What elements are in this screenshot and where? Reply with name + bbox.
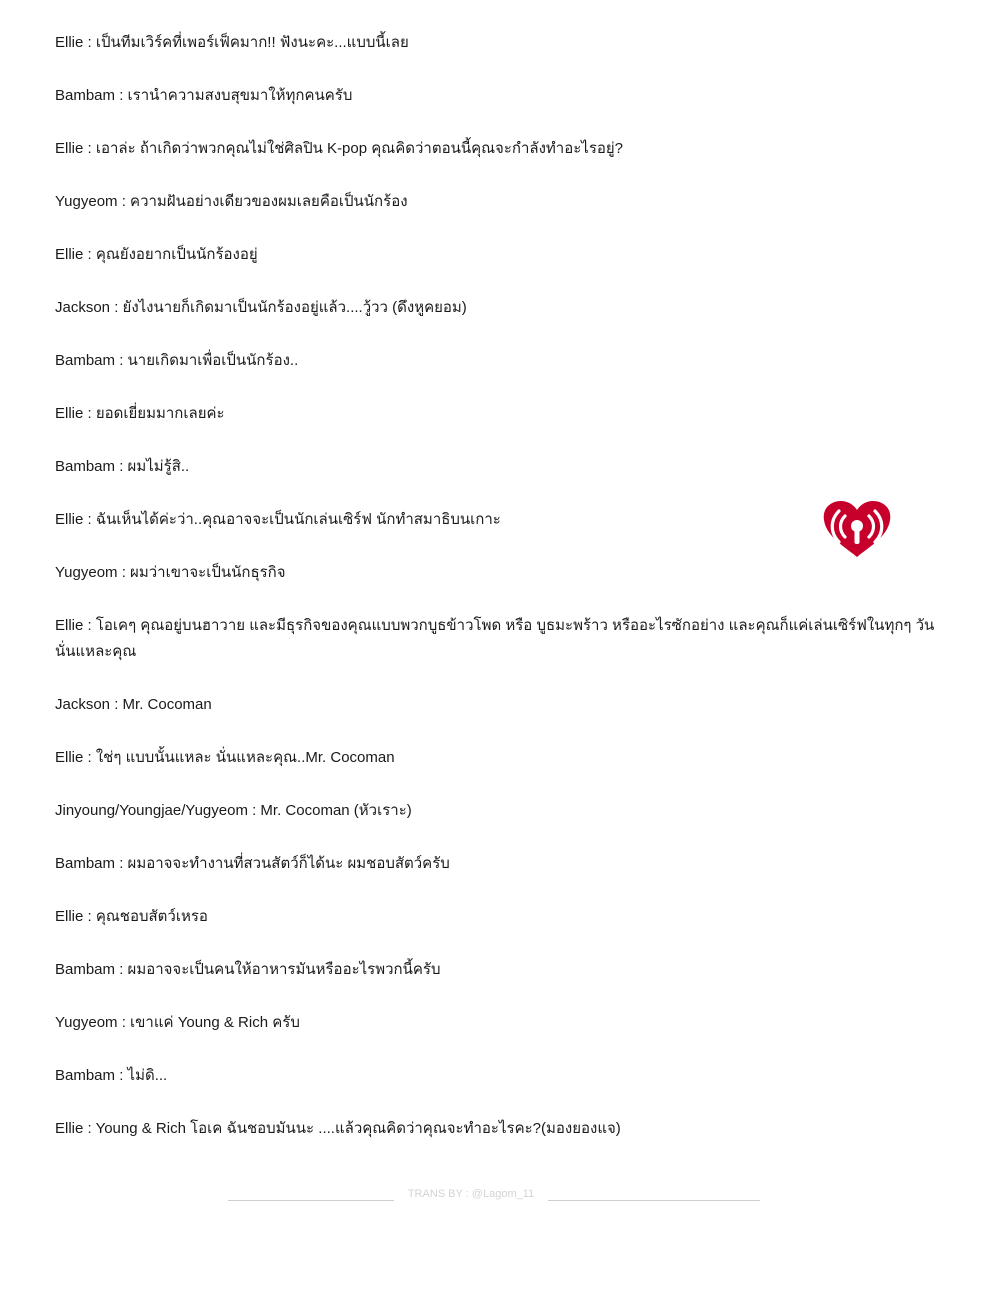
transcript-line: Bambam : นายเกิดมาเพื่อเป็นนักร้อง.. bbox=[55, 352, 299, 369]
divider bbox=[548, 1200, 760, 1201]
divider bbox=[228, 1200, 394, 1201]
transcript-line: Bambam : ผมอาจจะทำงานที่สวนสัตว์ก็ได้นะ ผมชอบสัตว์ครับ bbox=[55, 855, 450, 872]
transcript-line: Jinyoung/Youngjae/Yugyeom : Mr. Cocoman (หัวเราะ) bbox=[55, 802, 412, 819]
transcript-line: Ellie : ใช่ๆ แบบนั้นแหละ นั่นแหละคุณ..Mr. Cocoman bbox=[55, 749, 395, 766]
transcript-line: Ellie : โอเคๆ คุณอยู่บนฮาวาย และมีธุรกิจของคุณแบบพวกบูธข้าวโพด หรือ บูธมะพร้าว หรืออะไรซักอย่าง และคุณก็แค่เล่นเซิร์ฟในทุกๆ วัน นั่นแหละคุณ bbox=[55, 617, 935, 660]
transcript-line: Ellie : ยอดเยี่ยมมากเลยค่ะ bbox=[55, 405, 225, 422]
transcript-line: Ellie : Young & Rich โอเค ฉันชอบมันนะ ....แล้วคุณคิดว่าคุณจะทำอะไรคะ?(มองยองแจ) bbox=[55, 1120, 621, 1137]
transcript-line: Jackson : Mr. Cocoman bbox=[55, 696, 212, 713]
transcript bbox=[55, 30, 955, 1169]
transcript-line: Ellie : คุณยังอยากเป็นนักร้องอยู่ bbox=[55, 246, 258, 263]
transcript-line: Yugyeom : ผมว่าเขาจะเป็นนักธุรกิจ bbox=[55, 564, 286, 581]
transcript-line: Bambam : เรานำความสงบสุขมาให้ทุกคนครับ bbox=[55, 87, 353, 104]
transcript-line: Yugyeom : เขาแค่ Young & Rich ครับ bbox=[55, 1014, 300, 1031]
credit-text: TRANS BY : @Lagom_11 bbox=[407, 1188, 535, 1200]
transcript-line: Bambam : ไม่ดิ... bbox=[55, 1067, 168, 1084]
transcript-line: Ellie : ฉันเห็นได้ค่ะว่า..คุณอาจจะเป็นนักเล่นเซิร์ฟ นักทำสมาธิบนเกาะ bbox=[55, 511, 501, 528]
transcript-line: Bambam : ผมอาจจะเป็นคนให้อาหารมันหรืออะไรพวกนี้ครับ bbox=[55, 961, 441, 978]
transcript-line: Yugyeom : ความฝันอย่างเดียวของผมเลยคือเป็นนักร้อง bbox=[55, 193, 408, 210]
transcript-line: Jackson : ยังไงนายก็เกิดมาเป็นนักร้องอยู่แล้ว....วู้วว (ดึงหูคยอม) bbox=[55, 299, 467, 316]
translator-credit bbox=[228, 1186, 760, 1202]
transcript-line: Ellie : เอาล่ะ ถ้าเกิดว่าพวกคุณไม่ใช่ศิลปิน K-pop คุณคิดว่าตอนนี้คุณจะกำลังทำอะไรอยู่? bbox=[55, 140, 624, 157]
transcript-line: Bambam : ผมไม่รู้สิ.. bbox=[55, 458, 190, 475]
transcript-line: Ellie : เป็นทีมเวิร์คที่เพอร์เฟ็คมาก!! ฟังนะคะ...แบบนี้เลย bbox=[55, 34, 409, 51]
transcript-line: Ellie : คุณชอบสัตว์เหรอ bbox=[55, 908, 208, 925]
iheartradio-logo-icon bbox=[818, 500, 896, 558]
